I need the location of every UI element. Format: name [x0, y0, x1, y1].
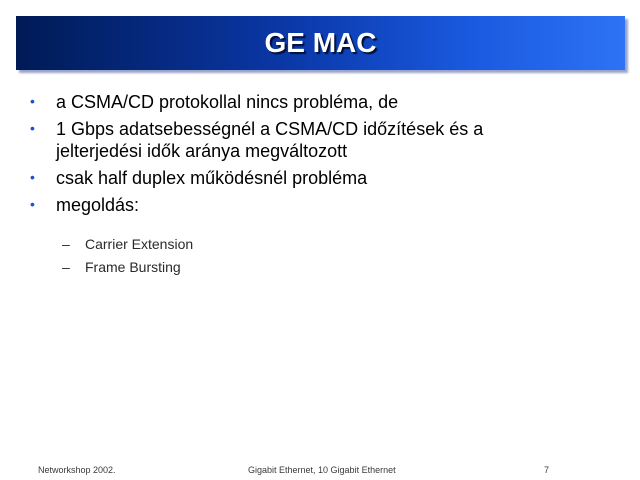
bullet-item	[28, 118, 618, 162]
bullet-dot-icon: •	[30, 120, 35, 136]
sub-bullet-list	[62, 235, 193, 281]
sub-bullet-item	[62, 235, 193, 253]
bullet-text-continued: jelterjedési idők aránya megváltozott	[56, 141, 348, 161]
dash-icon: –	[62, 259, 70, 275]
bullet-item	[28, 91, 618, 113]
page-number: 7	[544, 465, 550, 475]
bullet-dot-icon: •	[30, 196, 35, 212]
bullet-text: megoldás:	[56, 195, 140, 215]
footer-topic: Gigabit Ethernet, 10 Gigabit Ethernet	[248, 465, 396, 475]
footer-event: Networkshop 2002.	[38, 465, 116, 475]
bullet-item	[28, 167, 618, 189]
slide-title: GE MAC	[264, 27, 377, 58]
bullet-text: a CSMA/CD protokollal nincs probléma, de	[56, 92, 399, 112]
bullet-dot-icon: •	[30, 93, 35, 109]
title-bar	[16, 16, 625, 70]
sub-bullet-text: Carrier Extension	[85, 236, 194, 252]
sub-bullet-item	[62, 258, 193, 276]
sub-bullet-text: Frame Bursting	[85, 259, 181, 275]
bullet-text: 1 Gbps adatsebességnél a CSMA/CD időzítések és a	[56, 119, 484, 139]
dash-icon: –	[62, 236, 70, 252]
bullet-dot-icon: •	[30, 169, 35, 185]
bullet-list	[28, 91, 618, 221]
bullet-text: csak half duplex működésnél probléma	[56, 168, 368, 188]
bullet-item	[28, 194, 618, 216]
